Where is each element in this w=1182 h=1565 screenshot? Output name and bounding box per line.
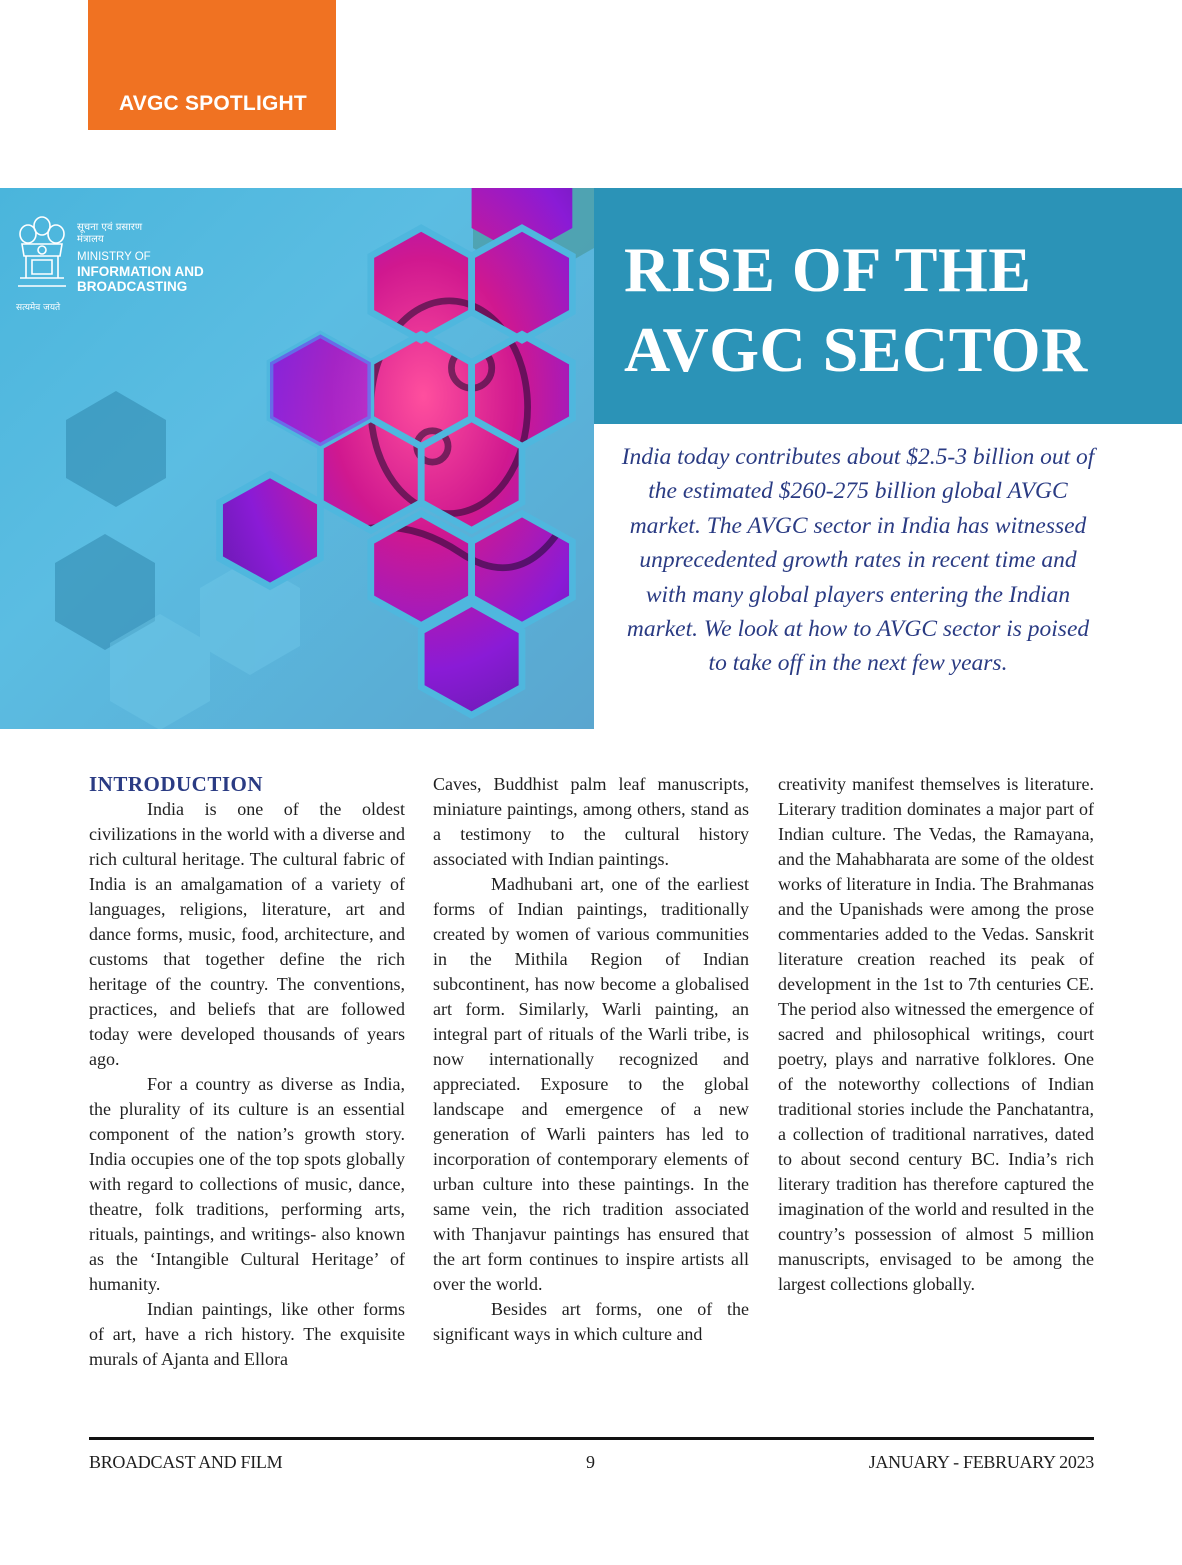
ministry-line-2: INFORMATION AND BROADCASTING [77, 264, 204, 294]
article-column-2 [433, 772, 749, 1347]
ministry-line-1: MINISTRY OF [77, 251, 151, 263]
paragraph: Madhubani art, one of the earliest forms of Indian paintings, traditionally created by women of various communities in the Mithila Region of Indian subcontinent, has now become a globalised art form. Similarly, Warli painting, an integral part of rituals of the Warli tribe, is now internationally recognized and appreciated. Exposure to the global landscape and emergence of a new generation of Warli painters has led to incorporation of contemporary elements of urban culture into these paintings. In the same vein, the rich tradition associated with Thanjavur paintings has ensured that the art form continues to inspire artists all over the world. [433, 874, 749, 1294]
national-emblem-icon [14, 212, 70, 302]
article-column-3 [778, 772, 1094, 1297]
paragraph: Indian paintings, like other forms of art, have a rich history. The exquisite murals of Ajanta and Ellora [89, 1299, 405, 1369]
article-title: RISE OF THE AVGC SECTOR [624, 234, 1088, 385]
paragraph: creativity manifest themselves is literature. Literary tradition dominates a major part of Indian culture. The Vedas, the Ramayana, and the Mahabharata are some of the oldest works of literature in India. The Brahmanas and the Upanishads were among the prose commentaries added to the Vedas. Sanskrit literature creation reached its peak of development in the 1st to 7th centuries CE. The period also witnessed the emergence of sacred and philosophical writings, court poetry, plays and narrative folklores. One of the noteworthy collections of Indian traditional stories include the Panchatantra, a collection of traditional narratives, dated to about second century BC. India’s rich literary tradition has therefore captured the imagination of the world and resulted in the country’s possession of almost 5 million manuscripts, envisaged to be among the largest collections globally. [778, 774, 1094, 1294]
section-tag [88, 0, 336, 130]
hero-image [0, 188, 594, 729]
footer-rule [89, 1437, 1094, 1440]
section-heading: INTRODUCTION [89, 772, 264, 796]
paragraph: India is one of the oldest civilizations in the world with a diverse and rich cultural heritage. The cultural fabric of India is an amalgamation of a variety of languages, religions, literature, art and dance forms, music, food, architecture, and customs that together define the rich heritage of the country. The conventions, practices, and beliefs that are followed today were developed thousands of years ago. [89, 799, 405, 1069]
paragraph: For a country as diverse as India, the plurality of its culture is an essential component of the nation’s growth story. India occupies one of the top spots globally with regard to collections of music, dance, theatre, folk traditions, performing arts, rituals, paintings, and writings- also known as the ‘Intangible Cultural Heritage’ of humanity. [89, 1074, 405, 1294]
footer-issue: JANUARY - FEBRUARY 2023 [868, 1452, 1094, 1472]
emblem-motto: सत्यमेव जयते [16, 303, 61, 313]
footer-publication: BROADCAST AND FILM [89, 1452, 283, 1472]
ministry-name-hindi: सूचना एवं प्रसारण मंत्रालय [77, 222, 143, 245]
paragraph: Caves, Buddhist palm leaf manuscripts, miniature paintings, among others, stand as a testimony to the cultural history associated with Indian paintings. [433, 774, 749, 869]
section-tag-label: AVGC SPOTLIGHT [119, 92, 307, 115]
page-number: 9 [586, 1452, 595, 1472]
ministry-logo [14, 212, 254, 312]
article-deck: India today contributes about $2.5-3 billion out of the estimated $260-275 billion global AVGC market. The AVGC sector in India has witnessed unprecedented growth rates in recent time and with many global players entering the Indian market. We look at how to AVGC sector is poised to take off in the next few years. [621, 444, 1095, 677]
paragraph: Besides art forms, one of the significant ways in which culture and [433, 1299, 749, 1344]
title-band [594, 188, 1182, 424]
article-column-1 [89, 772, 405, 1372]
